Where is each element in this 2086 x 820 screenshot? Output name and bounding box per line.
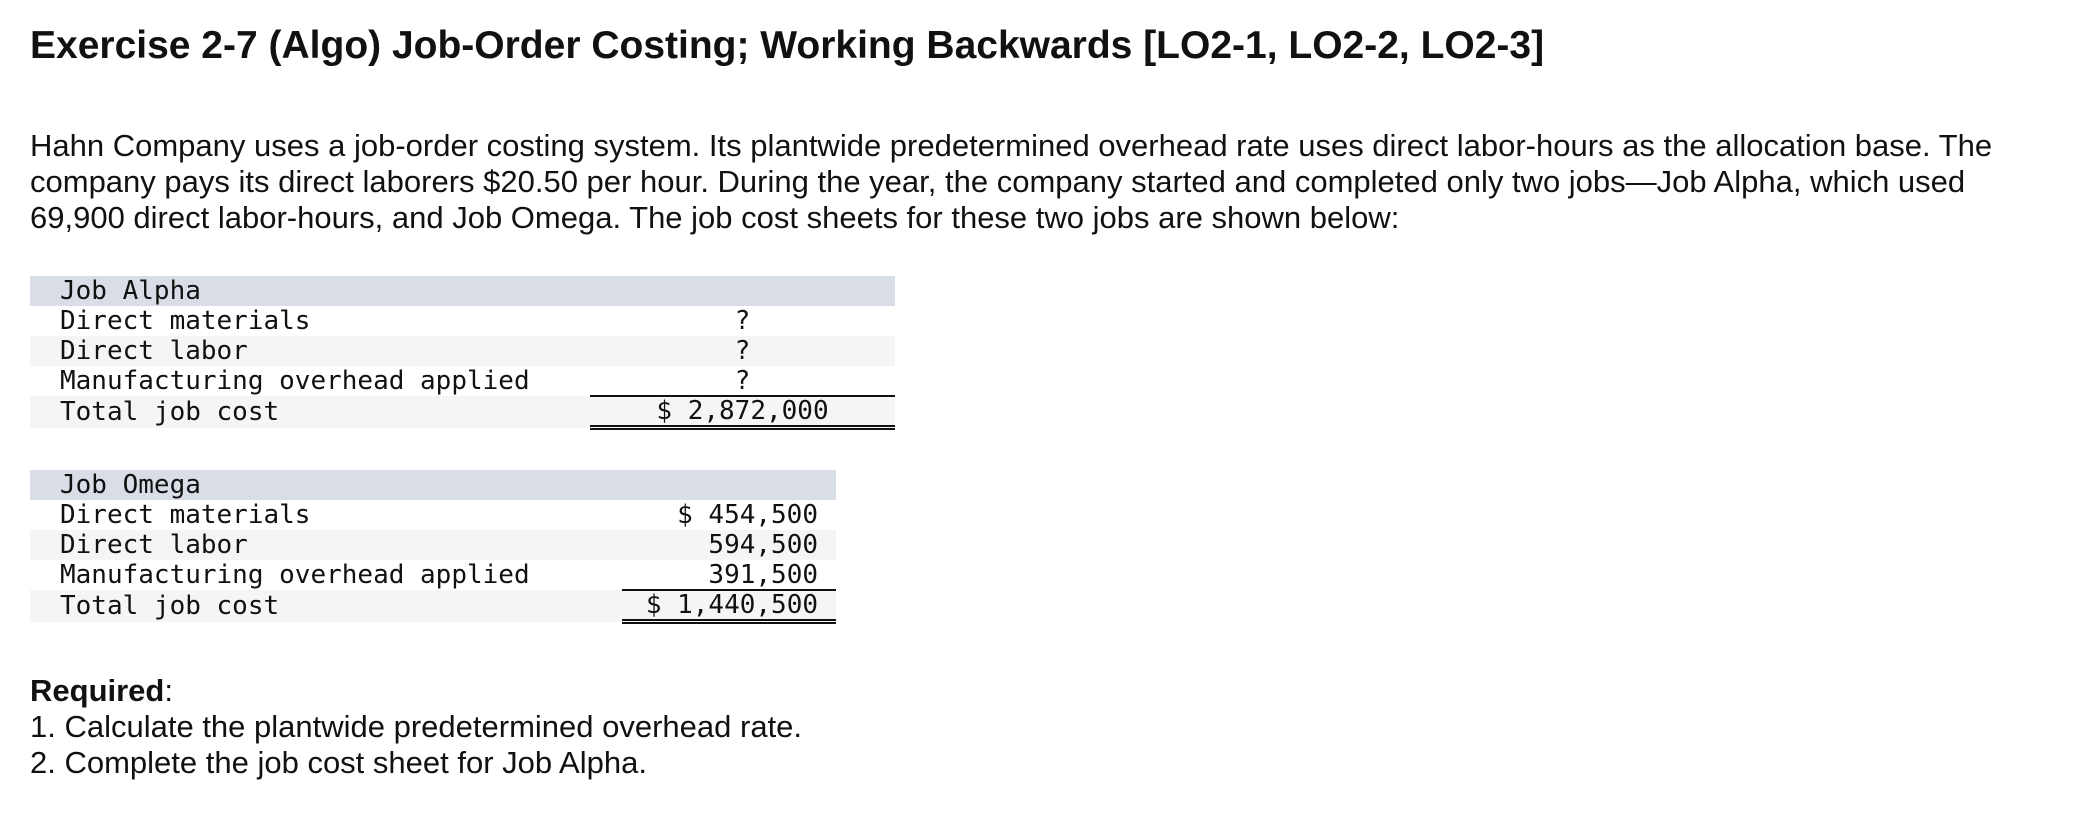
table-row	[30, 560, 836, 590]
required-colon: :	[164, 673, 173, 708]
list-item: 1. Calculate the plantwide predetermined overhead rate.	[30, 709, 803, 744]
job-omega-header: Job Omega	[30, 470, 622, 500]
job-omega-direct-labor-value: 594,500	[622, 530, 836, 560]
table-row	[30, 500, 836, 530]
table-row	[30, 530, 836, 560]
job-omega-direct-materials-label: Direct materials	[30, 500, 622, 530]
table-row	[30, 336, 895, 366]
job-alpha-total-value: $ 2,872,000	[590, 396, 895, 428]
job-omega-overhead-value: 391,500	[622, 560, 836, 590]
list-item: 2. Complete the job cost sheet for Job Alpha.	[30, 745, 647, 780]
job-omega-overhead-label: Manufacturing overhead applied	[30, 560, 622, 590]
required-list	[30, 709, 802, 781]
job-alpha-direct-materials-value: ?	[590, 306, 895, 336]
job-alpha-overhead-value: ?	[590, 366, 895, 396]
job-omega-direct-labor-label: Direct labor	[30, 530, 622, 560]
job-alpha-total-row	[30, 396, 895, 428]
job-alpha-header-row	[30, 276, 895, 306]
required-heading	[30, 673, 173, 709]
job-alpha-overhead-label: Manufacturing overhead applied	[30, 366, 590, 396]
job-alpha-direct-labor-label: Direct labor	[30, 336, 590, 366]
job-alpha-total-label: Total job cost	[30, 396, 590, 428]
job-omega-direct-materials-value: $ 454,500	[622, 500, 836, 530]
job-alpha-direct-labor-value: ?	[590, 336, 895, 366]
job-omega-total-row	[30, 590, 836, 622]
job-omega-total-label: Total job cost	[30, 590, 622, 622]
job-alpha-direct-materials-label: Direct materials	[30, 306, 590, 336]
problem-description: Hahn Company uses a job-order costing system. Its plantwide predetermined overhead rate uses direct labor-hours as the allocation base. The company pays its direct laborers $20.50 per hour. During the year, the company started and completed only two jobs—Job Alpha, which used 69,900 direct labor-hours, and Job Omega. The job cost sheets for these two jobs are shown below:	[30, 128, 1993, 235]
table-row	[30, 306, 895, 336]
table-row	[30, 366, 895, 396]
job-alpha-cost-sheet	[30, 276, 895, 430]
exercise-title: Exercise 2-7 (Algo) Job-Order Costing; Working Backwards [LO2-1, LO2-2, LO2-3]	[30, 24, 1545, 67]
required-label: Required	[30, 673, 165, 708]
job-omega-header-row	[30, 470, 836, 500]
job-omega-cost-sheet	[30, 470, 836, 624]
job-alpha-header: Job Alpha	[30, 276, 590, 306]
job-omega-total-value: $ 1,440,500	[622, 590, 836, 622]
